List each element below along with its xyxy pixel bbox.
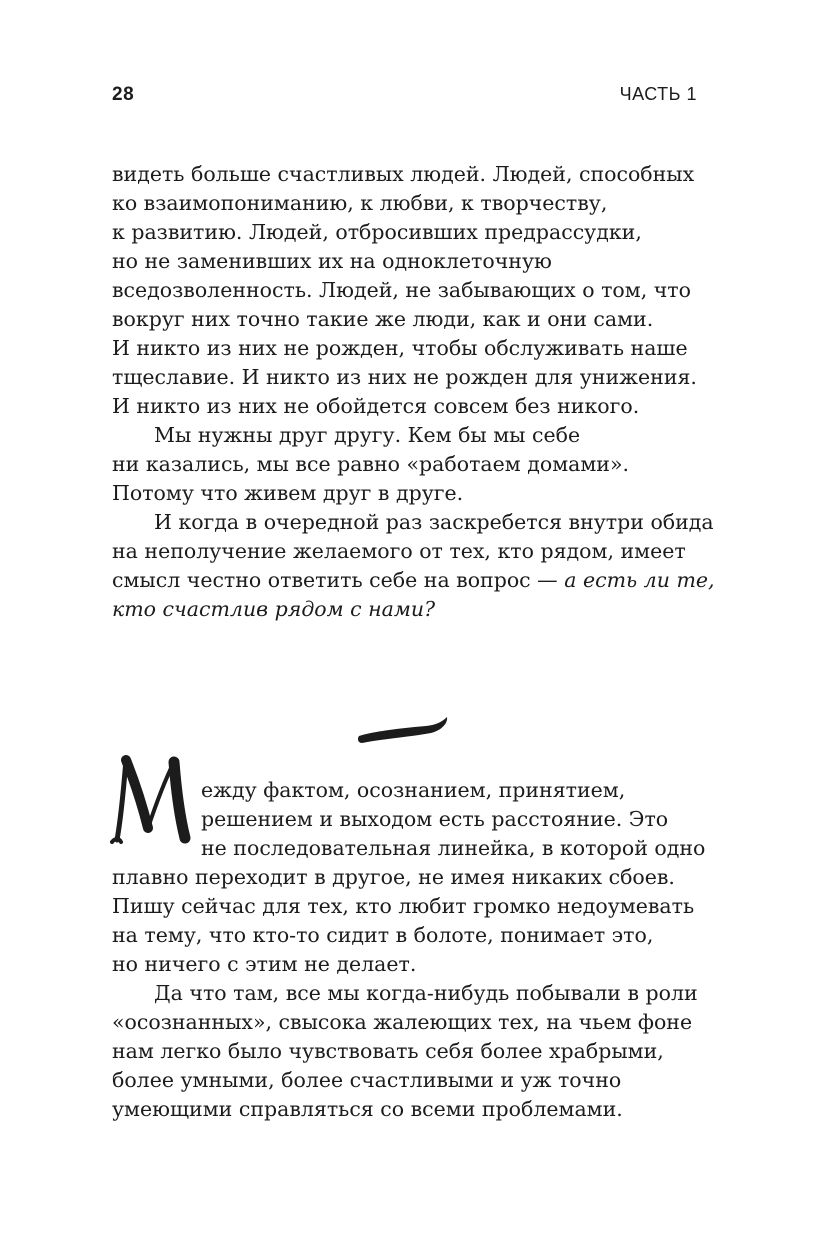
section-divider-ornament (356, 714, 450, 746)
text-line: более умными, более счастливыми и уж точно (112, 1068, 622, 1092)
text-line: И никто из них не рожден, чтобы обслуживать наше (112, 336, 688, 360)
text-block-1 (112, 160, 715, 624)
text-line: «осознанных», свысока жалеющих тех, на чьем фоне (112, 1010, 693, 1034)
text-line: но ничего с этим не делает. (112, 952, 417, 976)
text-line: ко взаимопониманию, к любви, к творчеству, (112, 191, 608, 215)
text-segment: смысл честно ответить себе на вопрос — (112, 568, 558, 592)
italic-question-end: кто счастлив рядом с нами? (112, 597, 436, 621)
text-line: плавно переходит в другое, не имея никаких сбоев. (112, 865, 675, 889)
text-line: вседозволенность. Людей, не забывающих о том, что (112, 278, 691, 302)
text-line: к развитию. Людей, отбросивших предрассудки, (112, 220, 642, 244)
text-line: И никто из них не обойдется совсем без никого. (112, 394, 640, 418)
text-line: не последовательная линейка, в которой одно (201, 836, 706, 860)
text-line: ни казались, мы все равно «работаем домами». (112, 452, 630, 476)
text-line: решением и выходом есть расстояние. Это (201, 807, 669, 831)
text-line: на неполучение желаемого от тех, кто рядом, имеет (112, 539, 686, 563)
text-line: Потому что живем друг в друге. (112, 481, 464, 505)
text-line: умеющими справляться со всеми проблемами. (112, 1097, 623, 1121)
text-line: И когда в очередной раз заскребется внутри обида (154, 510, 714, 534)
text-line: вокруг них точно такие же люди, как и они сами. (112, 307, 654, 331)
text-line: Мы нужны друг другу. Кем бы мы себе (154, 423, 581, 447)
text-line: видеть больше счастливых людей. Людей, способных (112, 162, 695, 186)
text-line: ежду фактом, осознанием, принятием, (201, 778, 626, 802)
text-line-with-italic (112, 566, 715, 595)
text-line: на тему, что кто-то сидит в болоте, понимает это, (112, 923, 654, 947)
running-header-part: ЧАСТЬ 1 (619, 84, 697, 104)
text-line: нам легко было чувствовать себя более храбрыми, (112, 1039, 664, 1063)
text-line: тщеславие. И никто из них не рожден для унижения. (112, 365, 697, 389)
italic-question-start: а есть ли те, (564, 568, 715, 592)
text-block-2 (112, 776, 712, 1124)
text-line: Пишу сейчас для тех, кто любит громко недоумевать (112, 894, 695, 918)
text-line: Да что там, все мы когда-нибудь побывали в роли (154, 981, 698, 1005)
page-number: 28 (112, 84, 135, 105)
text-line: но не заменивших их на одноклеточную (112, 249, 552, 273)
